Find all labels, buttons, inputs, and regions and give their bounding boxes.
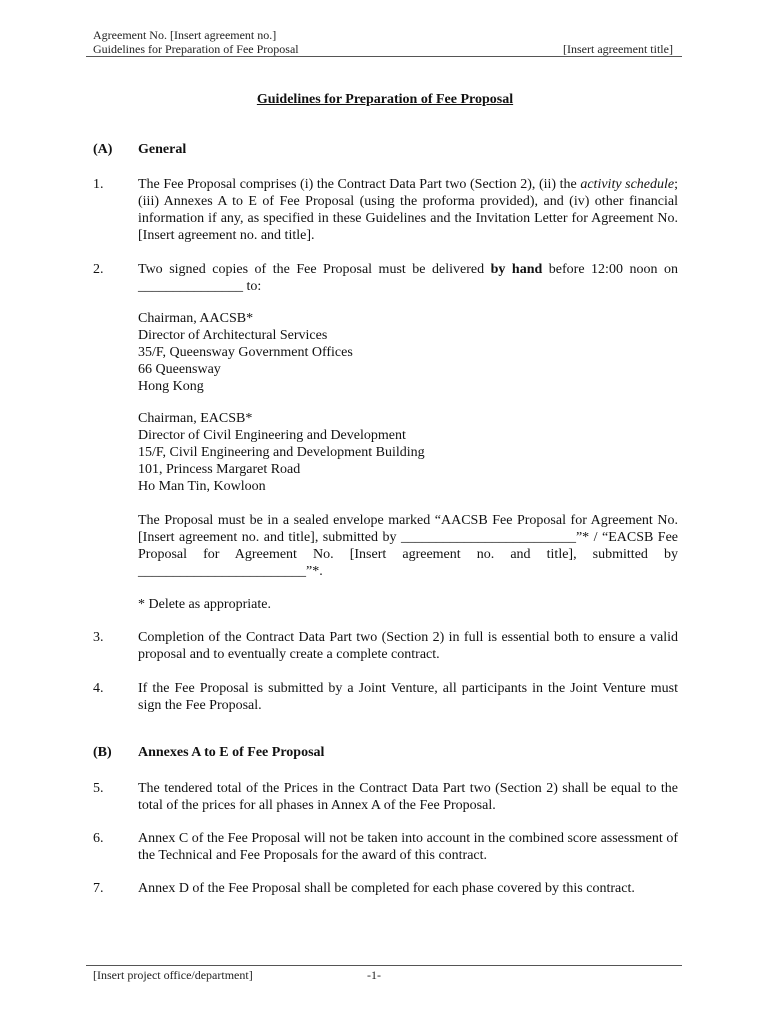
item-4-text: If the Fee Proposal is submitted by a Joint Venture, all participants in the Joint Venture must sign the Fee Proposal. — [138, 681, 678, 713]
section-b-title: Annexes A to E of Fee Proposal — [138, 745, 325, 760]
item-5-number: 5. — [93, 781, 104, 796]
page-title: Guidelines for Preparation of Fee Proposal — [256, 92, 514, 107]
address-line: Ho Man Tin, Kowloon — [138, 479, 266, 494]
item-6-number: 6. — [93, 831, 104, 846]
address-line: Director of Civil Engineering and Development — [138, 428, 406, 443]
item-3-text: Completion of the Contract Data Part two (Section 2) in full is essential both to ensure a valid proposal and to eventually create a complete contract. — [138, 630, 678, 662]
item-6-text: Annex C of the Fee Proposal will not be taken into account in the combined score assessment of the Technical and Fee Proposals for the award of this contract. — [138, 831, 678, 863]
item-2-number: 2. — [93, 262, 104, 277]
section-b-label: (B) — [93, 745, 112, 760]
header-guidelines: Guidelines for Preparation of Fee Proposal — [93, 42, 299, 56]
footer-rule — [86, 965, 682, 966]
header-agreement-title: [Insert agreement title] — [563, 42, 673, 56]
item-4-number: 4. — [93, 681, 104, 696]
address-line: 15/F, Civil Engineering and Development Building — [138, 445, 425, 460]
item-1-text — [138, 176, 678, 244]
section-a-label: (A) — [93, 142, 113, 157]
address-line: Director of Architectural Services — [138, 328, 328, 343]
item-1-activity-schedule: activity schedule — [580, 177, 675, 192]
header-agreement-no: Agreement No. [Insert agreement no.] — [93, 28, 277, 42]
address-line: Hong Kong — [138, 379, 204, 394]
delete-note: * Delete as appropriate. — [138, 597, 271, 612]
item-3-number: 3. — [93, 630, 104, 645]
item-1-number: 1. — [93, 177, 104, 192]
header-rule — [86, 56, 682, 57]
address-line: 101, Princess Margaret Road — [138, 462, 301, 477]
footer-office: [Insert project office/department] — [93, 968, 253, 982]
address-line: 66 Queensway — [138, 362, 221, 377]
item-7-number: 7. — [93, 881, 104, 896]
address-line: 35/F, Queensway Government Offices — [138, 345, 353, 360]
item-2-by-hand: by hand — [490, 262, 543, 277]
address-line: Chairman, EACSB* — [138, 411, 253, 426]
address-eacsb — [138, 410, 425, 495]
item-2-text — [138, 261, 678, 295]
sealed-envelope-text: The Proposal must be in a sealed envelope marked “AACSB Fee Proposal for Agreement No. [Insert agreement no. and title], submitted by _________________________”* / “EACSB Fee Proposal for Agreement No. [Insert agreement no. and title], submitted by ________________________”*. — [138, 513, 678, 579]
footer-page-number: -1- — [367, 968, 381, 982]
address-aacsb — [138, 310, 353, 395]
item-5-text: The tendered total of the Prices in the Contract Data Part two (Section 2) shall be equal to the total of the prices for all phases in Annex A of the Fee Proposal. — [138, 781, 678, 813]
item-1-text-b: ; (iii) Annexes A to E of Fee Proposal (using the proforma provided), and (iv) other financial information if any, as specified in these Guidelines and the Invitation Letter for Agreement No. [Insert agreement no. and title]. — [138, 177, 678, 243]
item-2-text-a: Two signed copies of the Fee Proposal must be delivered — [138, 262, 491, 277]
item-1-text-a: The Fee Proposal comprises (i) the Contract Data Part two (Section 2), (ii) the — [138, 177, 581, 192]
item-2-text-b: before 12:00 noon on _______________ to: — [138, 262, 678, 294]
address-line: Chairman, AACSB* — [138, 311, 254, 326]
item-7-text: Annex D of the Fee Proposal shall be completed for each phase covered by this contract. — [138, 881, 635, 896]
section-a-title: General — [138, 142, 187, 157]
